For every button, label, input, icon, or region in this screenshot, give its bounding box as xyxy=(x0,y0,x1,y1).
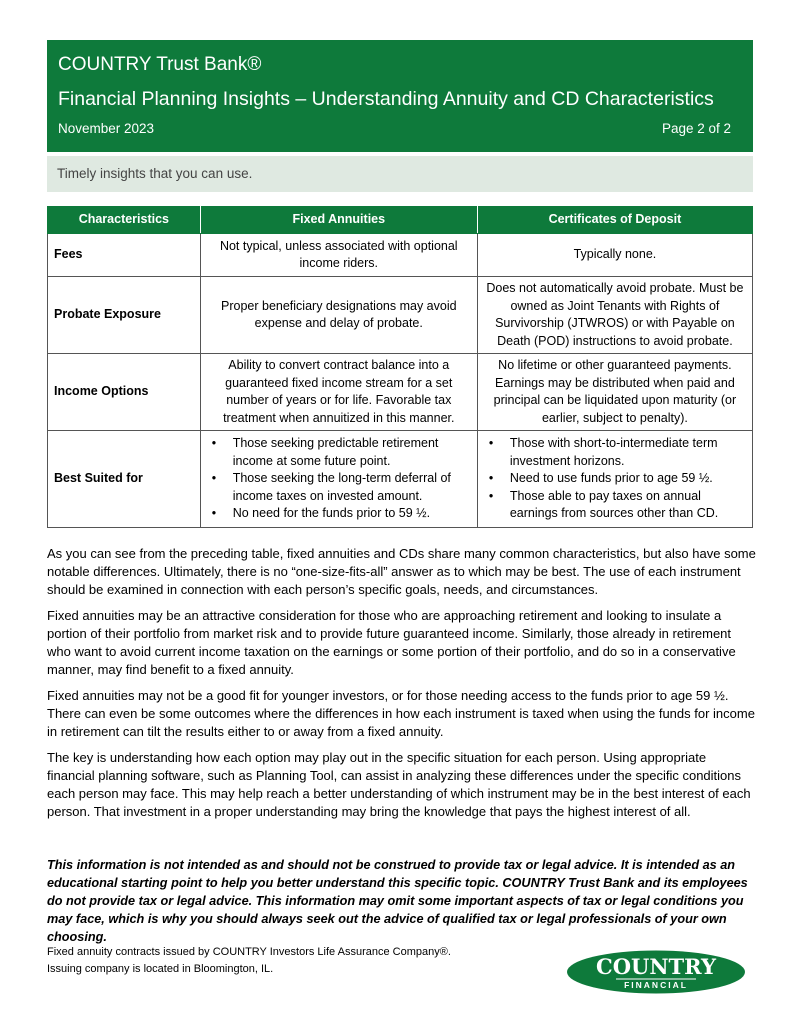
annuity-cell: Ability to convert contract balance into a guaranteed fixed income stream for a set number of years or for life. Favorable tax treatment when annuitized in this manner. xyxy=(200,354,477,431)
row-label: Income Options xyxy=(48,354,201,431)
table-row xyxy=(48,354,753,431)
list-item: • Those with short-to-intermediate term investment horizons. xyxy=(510,435,746,470)
cd-bullet-list xyxy=(484,435,746,523)
issue-date: November 2023 xyxy=(58,121,155,136)
cd-cell: No lifetime or other guaranteed payments. Earnings may be distributed when paid and principal can be liquidated upon maturity (or earlier, subject to penalty). xyxy=(477,354,752,431)
tagline-text: Timely insights that you can use. xyxy=(57,166,253,181)
table-row xyxy=(48,234,753,277)
body-text xyxy=(47,545,757,829)
header-fixed-annuities: Fixed Annuities xyxy=(200,207,477,234)
footnote-line: Issuing company is located in Bloomington, IL. xyxy=(47,962,274,975)
footnote-line: Fixed annuity contracts issued by COUNTRY Investors Life Assurance Company®. xyxy=(47,946,451,958)
row-label: Best Suited for xyxy=(48,431,201,528)
cd-cell: Does not automatically avoid probate. Must be owned as Joint Tenants with Rights of Survivorship (JTWROS) or with Payable on Death (POD) instructions to avoid probate. xyxy=(477,277,752,354)
logo-word-country: COUNTRY xyxy=(596,954,716,979)
paragraph: Fixed annuities may be an attractive consideration for those who are approaching retirement and looking to insulate a portion of their portfolio from market risk and to provide future guaranteed income. Similarly, those already in retirement who want to avoid current income taxation on the earnings or some portion of their portfolio, and do so in a conservative manner, may find benefit to a fixed annuity. xyxy=(47,608,736,677)
logo-word-financial: FINANCIAL xyxy=(624,980,688,990)
list-item: • No need for the funds prior to 59 ½. xyxy=(233,505,471,523)
annuity-bullet-list xyxy=(207,435,471,523)
paragraph: The key is understanding how each option may play out in the specific situation for each person. Using appropriate financial planning software, such as Planning Tool, can assist in analyzing these differences under the specific conditions each person may face. This may help reach a better understanding of which instrument may be in the best interest of each person. That investment in a proper understanding may bring the knowledge that pays the highest interest of all. xyxy=(47,750,751,819)
page-title: Financial Planning Insights – Understanding Annuity and CD Characteristics xyxy=(58,88,714,110)
row-label: Fees xyxy=(48,234,201,277)
footnote xyxy=(47,944,527,977)
comparison-table xyxy=(47,206,753,528)
header-certificates-of-deposit: Certificates of Deposit xyxy=(477,207,752,234)
header-banner xyxy=(47,40,753,152)
annuity-cell: Proper beneficiary designations may avoid expense and delay of probate. xyxy=(200,277,477,354)
row-label: Probate Exposure xyxy=(48,277,201,354)
list-item: • Those able to pay taxes on annual earnings from sources other than CD. xyxy=(510,488,746,523)
annuity-cell xyxy=(200,431,477,528)
paragraph: Fixed annuities may not be a good fit for younger investors, or for those needing access to the funds prior to age 59 ½. There can even be some outcomes where the differences in how each instrument is taxed when using the funds for income in retirement can tilt the results either to or away from a fixed annuity. xyxy=(47,688,755,739)
bank-name: COUNTRY Trust Bank® xyxy=(58,54,262,75)
table-row xyxy=(48,431,753,528)
annuity-cell: Not typical, unless associated with optional income riders. xyxy=(200,234,477,277)
header-characteristics: Characteristics xyxy=(48,207,201,234)
page-number: Page 2 of 2 xyxy=(661,121,731,136)
cd-cell xyxy=(477,431,752,528)
table-row xyxy=(48,277,753,354)
cd-cell: Typically none. xyxy=(477,234,752,277)
table-header-row xyxy=(48,207,753,234)
disclaimer: This information is not intended as and should not be construed to provide tax or legal advice. It is intended as an educational starting point to help you better understand this specific topic. COUNTRY Trust Bank and its employees do not provide tax or legal advice. This information may omit some important aspects of tax or legal conditions you may face, which is why you should always seek out the advice of qualified tax or legal professionals of your own choosing. xyxy=(47,858,748,944)
list-item: • Those seeking predictable retirement income at some future point. xyxy=(233,435,471,470)
tagline-bar xyxy=(47,156,753,192)
list-item: • Those seeking the long-term deferral of income taxes on invested amount. xyxy=(233,470,471,505)
country-financial-logo xyxy=(566,950,746,994)
paragraph: As you can see from the preceding table, fixed annuities and CDs share many common characteristics, but also have some notable differences. Ultimately, there is no “one-size-fits-all” answer as to which may be best. The use of each instrument should be examined in connection with each person’s specific goals, needs, and circumstances. xyxy=(47,546,756,597)
list-item: • Need to use funds prior to age 59 ½. xyxy=(510,470,746,488)
